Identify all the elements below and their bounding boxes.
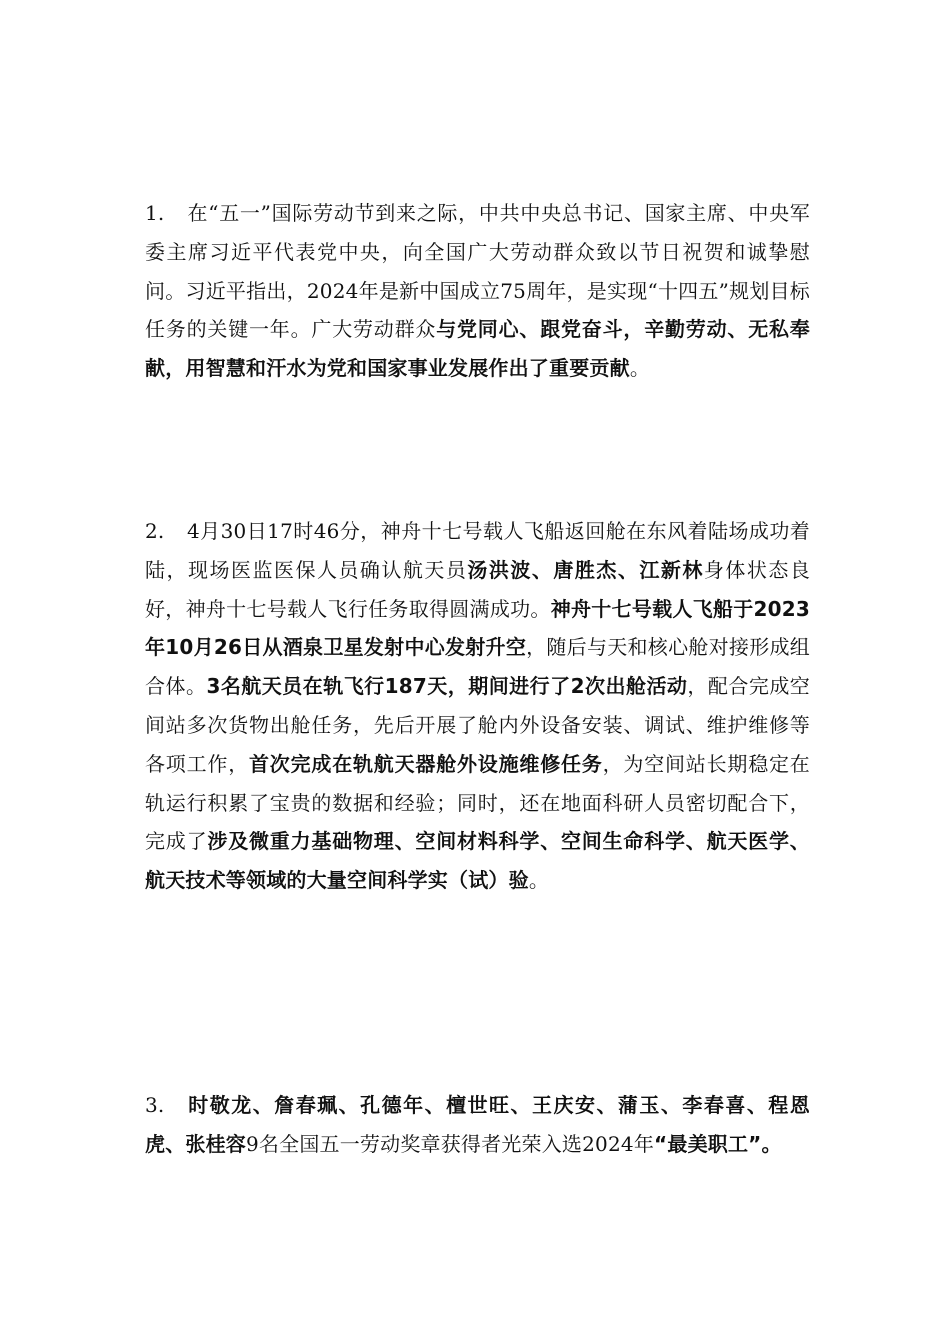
item-text: 9名全国五一劳动奖章获得者光荣入选2024年 bbox=[246, 1131, 655, 1156]
item-number: 1. bbox=[145, 201, 165, 225]
list-item bbox=[145, 194, 810, 388]
item-text-bold: 与党同心、跟党奋斗，辛勤劳动、无私奉献，用智慧和汗水为党和国家事业发展作出了重要贡献 bbox=[145, 317, 810, 381]
item-text: 。 bbox=[629, 356, 651, 381]
item-text: 身体状态良好，神舟十七号载人飞行任务取得圆满成功。 bbox=[145, 557, 811, 621]
item-text-bold: 涉及微重力基础物理、空间材料科学、空间生命科学、航天医学、航天技术等领域的大量空间科学实（试）验 bbox=[145, 829, 810, 893]
item-text: 4月30日17时46分，神舟十七号载人飞船返回舱在东风着陆场成功着陆，现场医监医保人员确认航天员 bbox=[145, 519, 810, 582]
list-item bbox=[145, 1086, 810, 1164]
item-number: 3. bbox=[145, 1093, 165, 1117]
item-text: 。 bbox=[528, 868, 550, 893]
item-text-bold: 3名航天员在轨飞行187天，期间进行了2次出舱活动 bbox=[206, 674, 688, 699]
item-text-bold: “最美职工”。 bbox=[654, 1131, 782, 1156]
item-number: 2. bbox=[145, 519, 165, 543]
item-text-bold: 时敬龙、詹春珮、孔德年、檀世旺、王庆安、蒲玉、李春喜、程恩虎、张桂容 bbox=[145, 1093, 810, 1156]
item-text: ，为空间站长期稳定在轨运行积累了宝贵的数据和经验；同时，还在地面科研人员密切配合下，完成了 bbox=[145, 751, 811, 854]
list-item bbox=[145, 512, 810, 900]
item-text-bold: 汤洪波、唐胜杰、江新林 bbox=[467, 557, 704, 582]
item-text: ，随后与天和核心舱对接形成组合体。 bbox=[145, 635, 810, 699]
item-text-bold: 首次完成在轨航天器舱外设施维修任务 bbox=[249, 751, 603, 776]
item-text: 在“五一”国际劳动节到来之际，中共中央总书记、国家主席、中央军委主席习近平代表党中央，向全国广大劳动群众致以节日祝贺和诚挚慰问。习近平指出，2024年是新中国成立75周年，是实现“十四五”规划目标任务的关键一年。广大劳动群众 bbox=[145, 201, 810, 342]
item-text: ，配合完成空间站多次货物出舱任务，先后开展了舱内外设备安装、调试、维护维修等各项工作， bbox=[145, 674, 810, 776]
item-text-bold: 神舟十七号载人飞船于2023年10月26日从酒泉卫星发射中心发射升空 bbox=[145, 596, 810, 660]
